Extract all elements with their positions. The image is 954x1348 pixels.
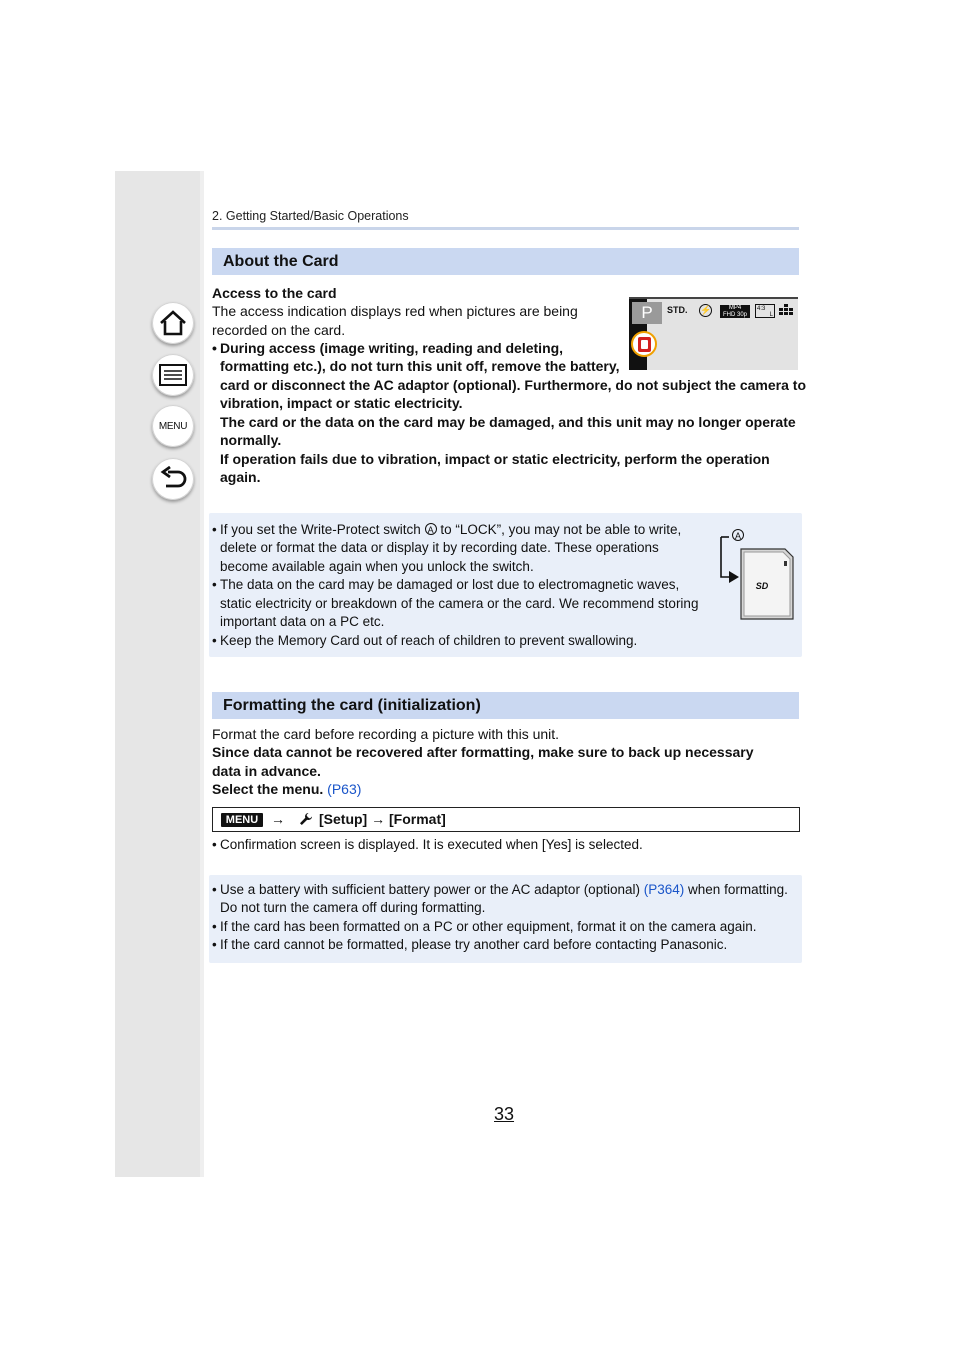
access-heading: Access to the card xyxy=(212,285,337,301)
sd-card-icon xyxy=(717,527,797,623)
back-button[interactable] xyxy=(152,458,194,500)
picture-size: L xyxy=(769,312,773,318)
confirm-note: • Confirmation screen is displayed. It is executed when [Yes] is selected. xyxy=(212,836,643,855)
header-rule xyxy=(212,227,799,230)
format-warning-line1: Since data cannot be recovered after formatting, make sure to back up necessary xyxy=(212,744,754,760)
warning-line6: normally. xyxy=(220,432,282,448)
home-button[interactable] xyxy=(152,302,194,344)
recording-format-top: MP4 xyxy=(728,305,742,311)
contents-button[interactable] xyxy=(152,354,194,396)
breadcrumb: 2. Getting Started/Basic Operations xyxy=(212,209,409,223)
camera-screen-topbar xyxy=(629,297,798,299)
note-battery-line2: Do not turn the camera off during formatting. xyxy=(220,900,486,915)
note-write-protect-line2: delete or format the data or display it by recording date. These operations xyxy=(220,540,659,555)
flash-icon: ⚡ xyxy=(700,305,712,315)
notes-box-format xyxy=(209,875,802,963)
format-intro: Format the card before recording a picture with this unit. xyxy=(212,726,560,742)
note-damage-line3: important data on a PC etc. xyxy=(220,614,385,629)
access-text-line2: recorded on the card. xyxy=(212,322,346,338)
section-title-about-card: About the Card xyxy=(212,248,799,275)
menu-path-text: [Setup] → [Format] xyxy=(319,811,446,827)
note-children: • Keep the Memory Card out of reach of children to prevent swallowing. xyxy=(212,632,637,651)
note-damage-line1: • The data on the card may be damaged or lost due to electromagnetic waves, xyxy=(212,576,679,595)
camera-screen-illustration xyxy=(629,297,798,370)
card-marker-a-icon: A xyxy=(732,529,744,541)
menu-badge: MENU xyxy=(221,813,263,827)
marker-a-icon: A xyxy=(425,523,437,535)
warning-line7: If operation fails due to vibration, impact or static electricity, perform the operation xyxy=(220,451,770,467)
menu-path-box xyxy=(212,807,800,832)
warning-line3: card or disconnect the AC adaptor (optional). Furthermore, do not subject the camera to xyxy=(220,377,806,393)
note-battery-line1: • Use a battery with sufficient battery power or the AC adaptor (optional) (P364) when formatting. xyxy=(212,881,788,900)
warning-line4: vibration, impact or static electricity. xyxy=(220,395,463,411)
notes-box-card xyxy=(209,513,802,657)
warning-line8: again. xyxy=(220,469,261,485)
recording-mode-indicator: P xyxy=(632,302,662,324)
menu-button[interactable] xyxy=(152,405,194,447)
note-write-protect-line3: become available again when you unlock the switch. xyxy=(220,559,534,574)
note-damage-line2: static electricity or breakdown of the camera or the card. We recommend storing xyxy=(220,596,699,611)
list-icon xyxy=(158,363,188,387)
access-text-line1: The access indication displays red when pictures are being xyxy=(212,303,578,319)
note-pc-format: • If the card has been formatted on a PC or other equipment, format it on the camera again. xyxy=(212,918,757,937)
photo-style-indicator: STD. xyxy=(667,305,688,315)
back-arrow-icon xyxy=(158,466,188,492)
section-title-formatting: Formatting the card (initialization) xyxy=(212,692,799,719)
menu-arrow: → xyxy=(271,811,285,827)
card-access-icon xyxy=(638,337,651,352)
sd-card-illustration xyxy=(717,527,797,623)
note-cannot-format: • If the card cannot be formatted, please try another card before contacting Panasonic. xyxy=(212,936,727,955)
warning-line1: • During access (image writing, reading and deleting, xyxy=(212,339,563,358)
wrench-icon xyxy=(299,812,313,826)
recording-format-indicator xyxy=(720,305,750,318)
recording-format-bottom: FHD 30p xyxy=(722,311,747,318)
picture-size-indicator xyxy=(755,304,775,318)
page-number: 33 xyxy=(494,1104,515,1124)
sd-logo: SD xyxy=(755,581,769,591)
note-write-protect-line1: • If you set the Write-Protect switch A to “LOCK”, you may not be able to write, xyxy=(212,521,681,540)
link-p63[interactable]: (P63) xyxy=(327,781,362,797)
format-warning-line2: data in advance. xyxy=(212,763,321,779)
menu-label: MENU xyxy=(158,420,188,432)
link-p364[interactable]: (P364) xyxy=(643,882,685,897)
warning-line2: formatting etc.), do not turn this unit off, remove the battery, xyxy=(220,358,620,374)
select-menu-line: Select the menu. (P63) xyxy=(212,781,362,797)
home-icon xyxy=(158,309,188,337)
sidebar-edge xyxy=(200,171,204,1177)
quality-icon xyxy=(779,304,793,318)
aspect-ratio: 4:3 xyxy=(757,306,766,312)
warning-line5: The card or the data on the card may be damaged, and this unit may no longer operate xyxy=(220,414,796,430)
quality-blocks-icon xyxy=(779,304,793,316)
card-access-indicator xyxy=(631,331,657,357)
